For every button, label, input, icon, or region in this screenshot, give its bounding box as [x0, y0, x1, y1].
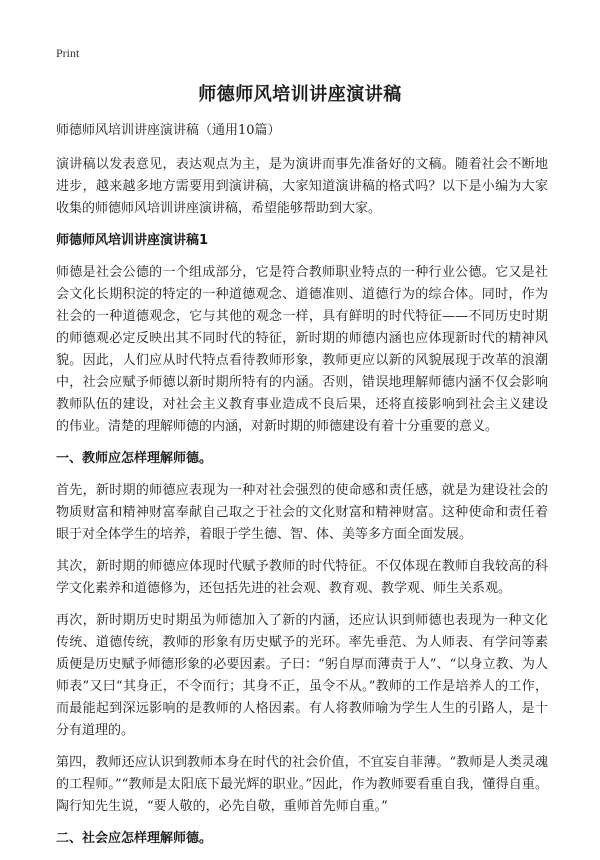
paragraph: 再次，新时期历史时期虽为师德加入了新的内涵，还应认识到师德也表现为一种文化传统、道德传统，教师的形象有历史赋予的光环。率先垂范、为人师表、有学问等素质便是历史赋予师德形象的必要因素。子曰：“躬自厚而薄责于人”、“以身立教、为人师表”又曰“其身正，不令而行；其身不正，虽令不从。”教师的工作是培养人的工作，而最能起到深远影响的是教师的人格因素。有人将教师喻为学生人生的引路人，是十分有道理的。	[56, 613, 548, 738]
intro-paragraph: 演讲稿以发表意见，表达观点为主，是为演讲而事先准备好的文稿。随着社会不断地进步，越来越多地方需要用到演讲稿，大家知道演讲稿的格式吗？以下是小编为大家收集的师德师风培训讲座演讲稿，希望能够帮助到大家。	[56, 157, 548, 216]
subsection-heading: 一、教师应怎样理解师德。	[56, 451, 213, 466]
subsection-heading: 二、社会应怎样理解师德。	[56, 831, 213, 846]
article-subtitle: 师德师风培训讲座演讲稿（通用10篇）	[56, 123, 281, 138]
section-heading: 师德师风培训讲座演讲稿1	[56, 233, 209, 248]
paragraph: 第四，教师还应认识到教师本身在时代的社会价值，不宜妄自菲薄。“教师是人类灵魂的工程师。”“教师是太阳底下最光辉的职业。”因此，作为教师要看重自我，懂得自重。陶行知先生说，“要人敬的，必先自敬，重师首先师自重。”	[56, 755, 548, 814]
print-link[interactable]: Print	[56, 46, 80, 60]
paragraph: 师德是社会公德的一个组成部分，它是符合教师职业特点的一种行业公德。它又是社会文化长期积淀的特定的一种道德观念、道德准则、道德行为的综合体。同时，作为社会的一种道德观念，它与其他的观念一样，具有鲜明的时代特征——不同历史时期的师德观必定反映出其不同时代的特征，新时期的师德内涵也应体现新时代的精神风貌。因此，人们应从时代特点看待教师形象，教师更应以新的风貌展现于改革的浪潮中，社会应赋予师德以新时期所特有的内涵。否则，错误地理解师德内涵不仅会影响教师队伍的建设，对社会主义教育事业造成不良后果，还将直接影响到社会主义建设的伟业。清楚的理解师德的内涵，对新时期的师德建设有着十分重要的意义。	[56, 265, 548, 434]
article-body	[56, 120, 548, 860]
paragraph: 首先，新时期的师德应表现为一种对社会强烈的使命感和责任感，就是为建设社会的物质财富和精神财富奉献自己取之于社会的文化财富和精神财富。这种使命和责任着眼于对全体学生的培养，着眼于学生德、智、体、美等多方面全面发展。	[56, 483, 548, 542]
page-title: 师德师风培训讲座演讲稿	[198, 84, 402, 105]
paragraph: 其次，新时期的师德应体现时代赋予教师的时代特征。不仅体现在教师自我较高的科学文化素养和道德修为，还包括先进的社会观、教育观、教学观、师生关系观。	[56, 559, 548, 596]
